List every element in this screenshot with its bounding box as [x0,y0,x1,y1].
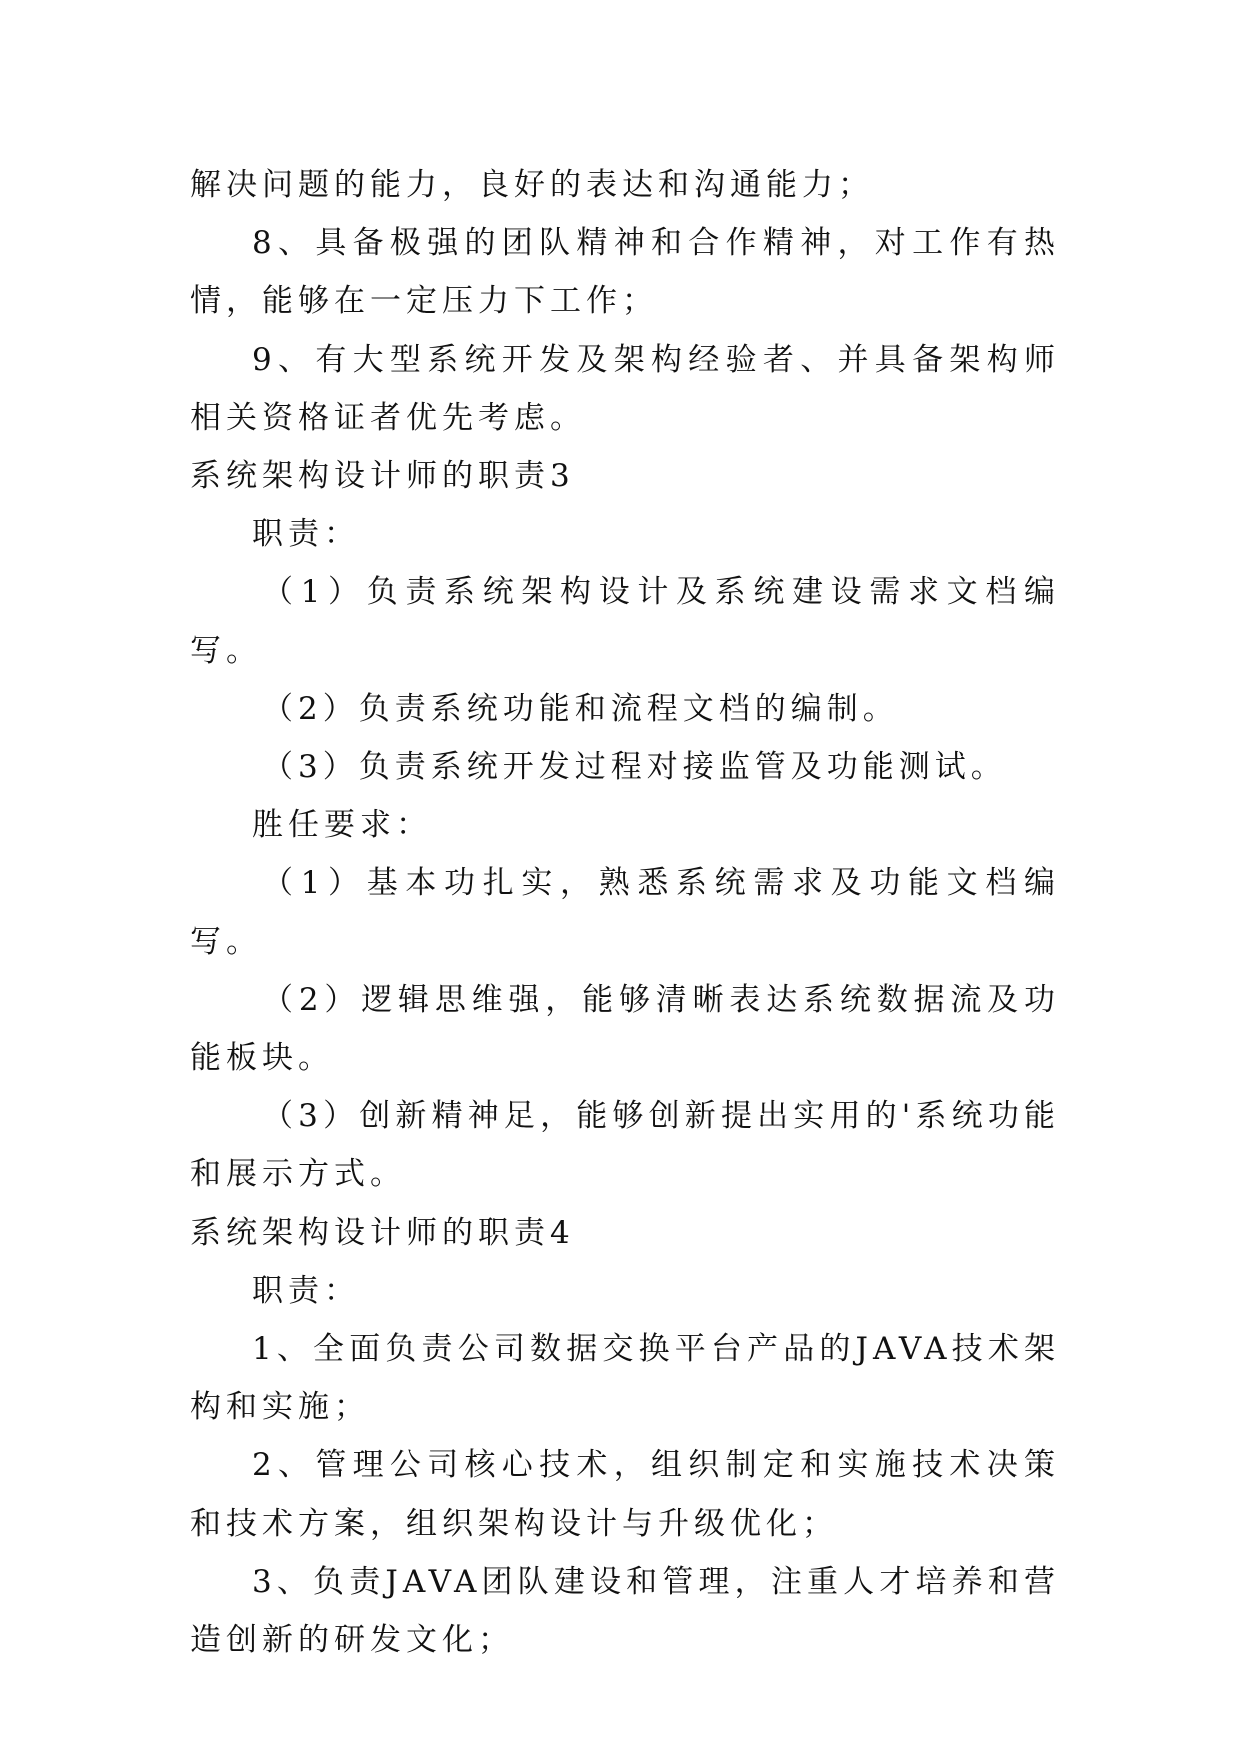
paragraph-item-8: 8、具备极强的团队精神和合作精神，对工作有热情，能够在一定压力下工作； [190,225,1060,320]
duty-item-3-3: （3）负责系统开发过程对接监管及功能测试。 [262,749,1007,786]
duty-item-4-3: 3、负责JAVA团队建设和管理，注重人才培养和营造创新的研发文化； [190,1563,1060,1659]
label-duties-3: 职责： [252,516,360,553]
duty-item-4-1: 1、全面负责公司数据交换平台产品的JAVA技术架构和实施； [190,1331,1060,1426]
document-body [190,156,1060,1669]
duty-item-3-1: （1）负责系统架构设计及系统建设需求文档编写。 [190,574,1060,669]
duty-item-3-2: （2）负责系统功能和流程文档的编制。 [262,690,899,727]
paragraph-continuation: 解决问题的能力，良好的表达和沟通能力； [190,167,874,203]
label-requirements-3: 胜任要求： [252,807,432,844]
section-heading-4: 系统架构设计师的职责4 [190,1214,575,1251]
requirement-item-3-3: （3）创新精神足，能够创新提出实用的'系统功能和展示方式。 [190,1098,1060,1193]
requirement-item-3-1: （1）基本功扎实，熟悉系统需求及功能文档编写。 [190,865,1060,960]
section-heading-3: 系统架构设计师的职责3 [190,458,575,495]
paragraph-item-9: 9、有大型系统开发及架构经验者、并具备架构师相关资格证者优先考虑。 [190,341,1060,436]
duty-item-4-2: 2、管理公司核心技术，组织制定和实施技术决策和技术方案，组织架构设计与升级优化； [190,1447,1060,1542]
label-duties-4: 职责： [252,1272,360,1309]
requirement-item-3-2: （2）逻辑思维强，能够清晰表达系统数据流及功能板块。 [190,981,1060,1077]
